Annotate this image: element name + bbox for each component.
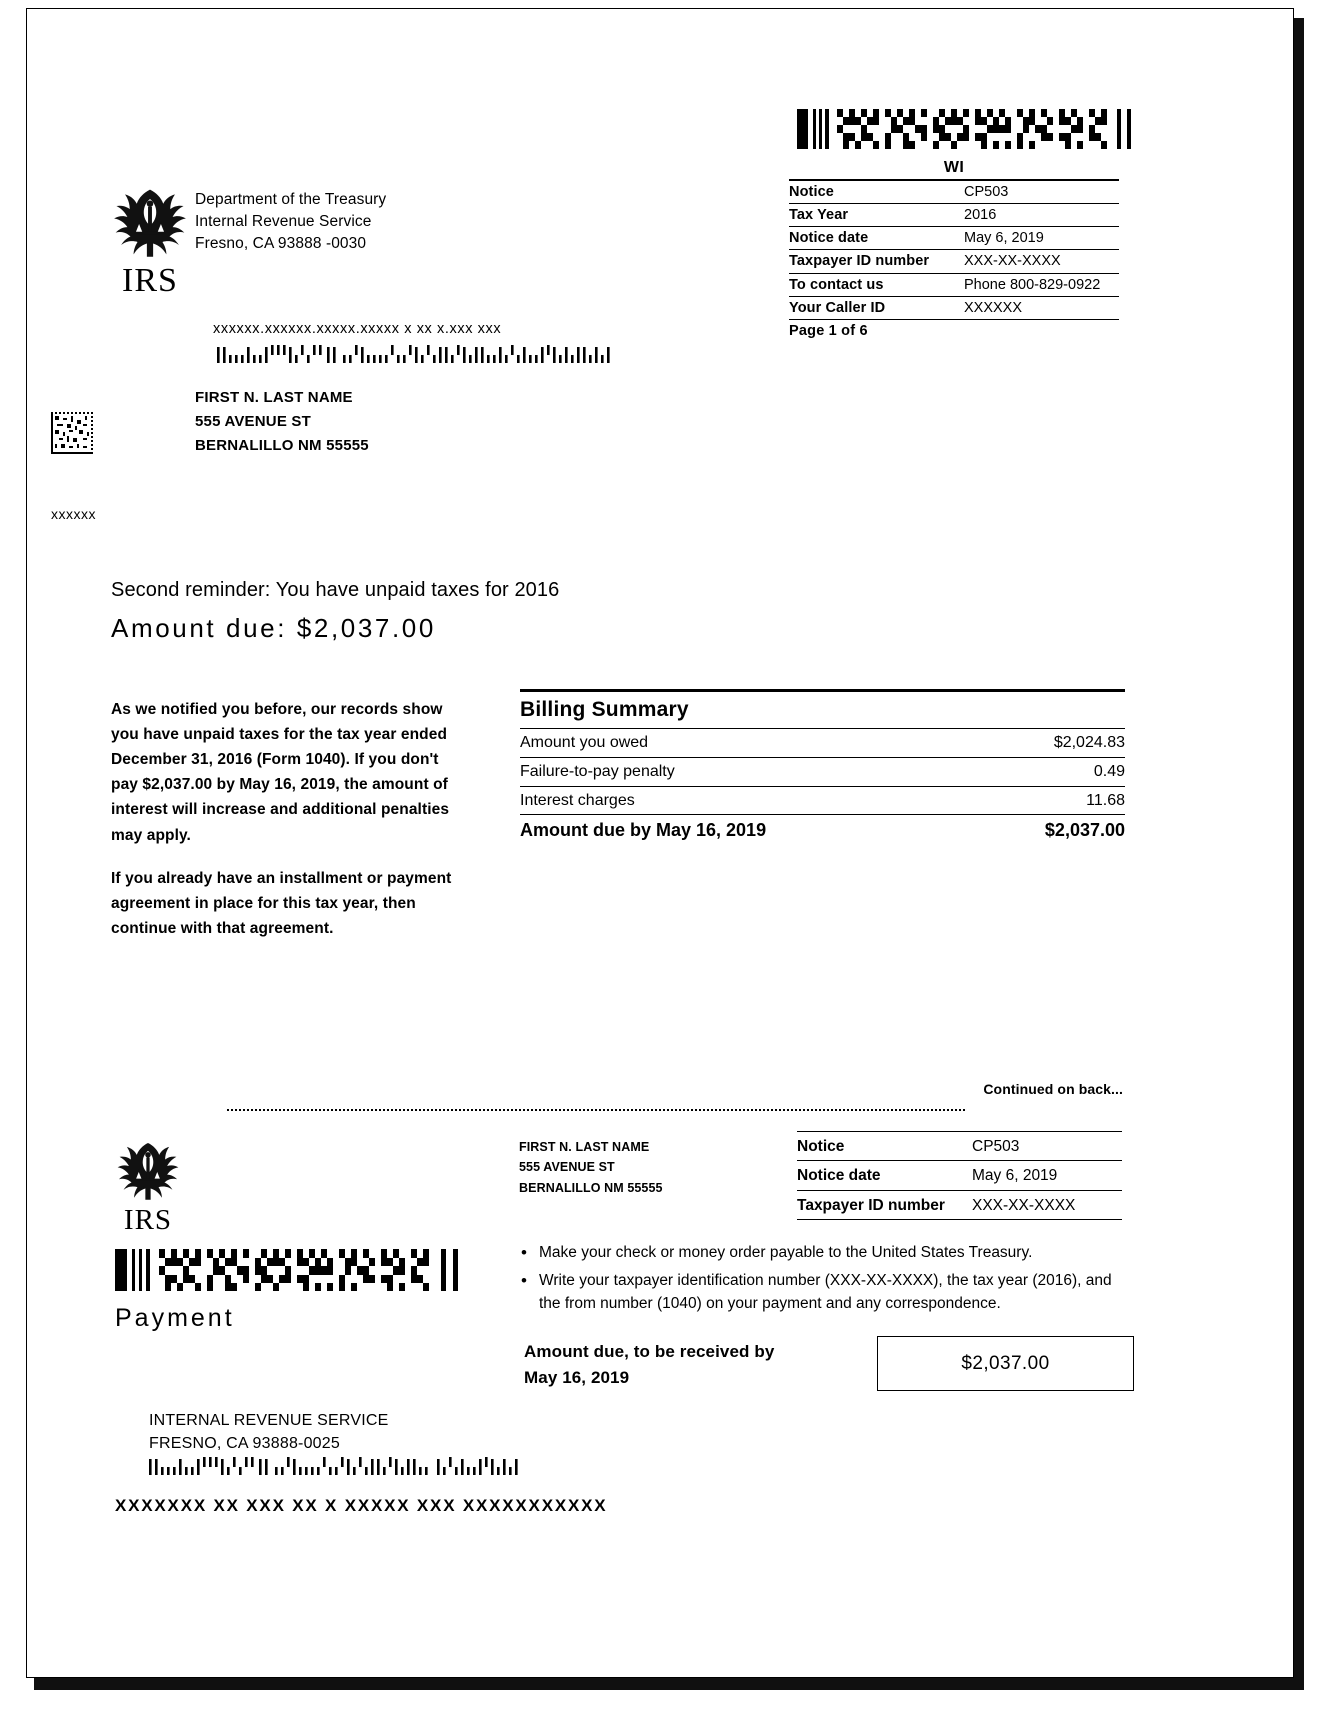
notice-info-row [789,227,1119,250]
billing-amount: $2,024.83 [976,729,1125,758]
billing-total-amount: $2,037.00 [976,815,1125,846]
notice-value: May 6, 2019 [964,227,1119,250]
list-item: • Make your check or money order payable to the United States Treasury. [519,1241,1129,1265]
corner-reference-code: xxxxxx [51,506,96,522]
notice-sheet [27,9,1293,1677]
stub-recipient-name: FIRST N. LAST NAME [519,1140,650,1154]
billing-summary-table [520,728,1125,846]
notice-info-table [789,179,1119,319]
stub-notice-panel [797,1131,1122,1220]
notice-barcode [797,109,1137,149]
notice-value: XXX-XX-XXXX [964,250,1119,273]
billing-label: Interest charges [520,786,976,815]
reminder-headline: Second reminder: You have unpaid taxes for 2016 [111,579,560,601]
table-row [520,757,1125,786]
stub-notice-value: XXX-XX-XXXX [972,1190,1122,1219]
stub-recipient-address [519,1137,663,1198]
notice-info-row [789,204,1119,227]
payment-instructions-list [519,1241,1129,1320]
stub-notice-row [797,1190,1122,1219]
recipient-city-state-zip: BERNALILLO NM 55555 [195,437,369,454]
stub-recipient-street: 555 AVENUE ST [519,1160,615,1175]
office-address: Fresno, CA 93888 -0030 [195,235,367,252]
notice-info-row [789,296,1119,319]
stub-amount-due-line1: Amount due, to be received by [524,1342,775,1361]
amount-due-headline: Amount due: $2,037.00 [111,613,436,643]
notice-label: Notice [789,180,964,204]
billing-summary-panel [520,689,1125,846]
billing-amount: 11.68 [976,786,1125,815]
notice-region-code: WI [943,159,965,176]
irs-eagle-icon [111,185,189,263]
recipient-street: 555 AVENUE ST [195,413,311,430]
stub-return-line1: INTERNAL REVENUE SERVICE [149,1412,389,1429]
irs-eagle-icon [115,1139,181,1205]
stub-amount-due-line2: May 16, 2019 [524,1367,630,1387]
stub-notice-label: Taxpayer ID number [797,1190,972,1219]
notice-info-row [789,180,1119,204]
mail-route-code: xxxxxx.xxxxxx.xxxxx.xxxxx x xx x.xxx xxx [213,321,502,337]
irs-wordmark: IRS [122,262,178,299]
irs-wordmark: IRS [123,1204,173,1236]
irs-logo [111,185,189,298]
billing-label: Amount you owed [520,729,976,758]
stub-recipient-city-state-zip: BERNALILLO NM 55555 [519,1180,663,1195]
stub-notice-row [797,1161,1122,1190]
page-number: Page 1 of 6 [789,319,1119,339]
billing-summary-title: Billing Summary [520,689,1125,728]
stub-notice-value: May 6, 2019 [972,1161,1122,1190]
stub-amount-box [877,1336,1134,1391]
billing-total-label: Amount due by May 16, 2019 [520,815,976,846]
tear-off-divider [227,1109,965,1111]
notice-value: Phone 800-829-0922 [964,273,1119,296]
notice-info-row [789,273,1119,296]
billing-amount: 0.49 [976,757,1125,786]
agency-address-block [195,189,386,255]
table-row [520,729,1125,758]
stub-notice-row [797,1132,1122,1161]
payment-stub-heading: Payment [115,1304,235,1332]
billing-total-row [520,815,1125,846]
notice-value: 2016 [964,204,1119,227]
list-item: • Write your taxpayer identification number (XXX-XX-XXXX), the tax year (2016), and the from number (1040) on your payment and any correspondence. [519,1269,1129,1316]
postal-barcode [217,345,617,365]
notice-info-row [789,250,1119,273]
body-paragraph-1: As we notified you before, our records show you have unpaid taxes for the tax year ended December 31, 2016 (Form 1040). If you don't pay $2,037.00 by May 16, 2019, the amount of interest will increase and additional penalties may apply. [111,701,450,844]
billing-label: Failure-to-pay penalty [520,757,976,786]
stub-return-address [149,1409,389,1455]
irs-logo-stub [115,1139,181,1235]
continued-note: Continued on back... [983,1081,1123,1097]
department-name: Department of the Treasury [195,191,387,208]
payment-stub-barcode [115,1249,463,1291]
table-row [520,786,1125,815]
body-paragraph-2: If you already have an installment or payment agreement in place for this tax year, then continue with that agreement. [111,869,452,937]
stub-postal-barcode [149,1457,539,1477]
recipient-name: FIRST N. LAST NAME [195,389,353,406]
stub-amount-due-label [524,1339,774,1390]
stub-notice-table [797,1131,1122,1220]
notice-label: To contact us [789,273,964,296]
notice-label: Your Caller ID [789,296,964,319]
notice-body-text [111,697,461,941]
data-matrix-code [51,412,93,454]
notice-value: XXXXXX [964,296,1119,319]
service-name: Internal Revenue Service [195,213,372,230]
stub-amount-value: $2,037.00 [961,1352,1050,1374]
stub-notice-value: CP503 [972,1132,1122,1161]
notice-info-panel [789,159,1119,339]
stub-notice-label: Notice date [797,1161,972,1190]
notice-page [26,8,1294,1678]
notice-label: Tax Year [789,204,964,227]
stub-notice-label: Notice [797,1132,972,1161]
recipient-address-block [195,386,369,458]
notice-label: Notice date [789,227,964,250]
stub-return-line2: FRESNO, CA 93888-0025 [149,1435,340,1453]
notice-label: Taxpayer ID number [789,250,964,273]
notice-value: CP503 [964,180,1119,204]
stub-footer-code: XXXXXXX XX XXX XX X XXXXX XXX XXXXXXXXXXX [115,1496,608,1515]
